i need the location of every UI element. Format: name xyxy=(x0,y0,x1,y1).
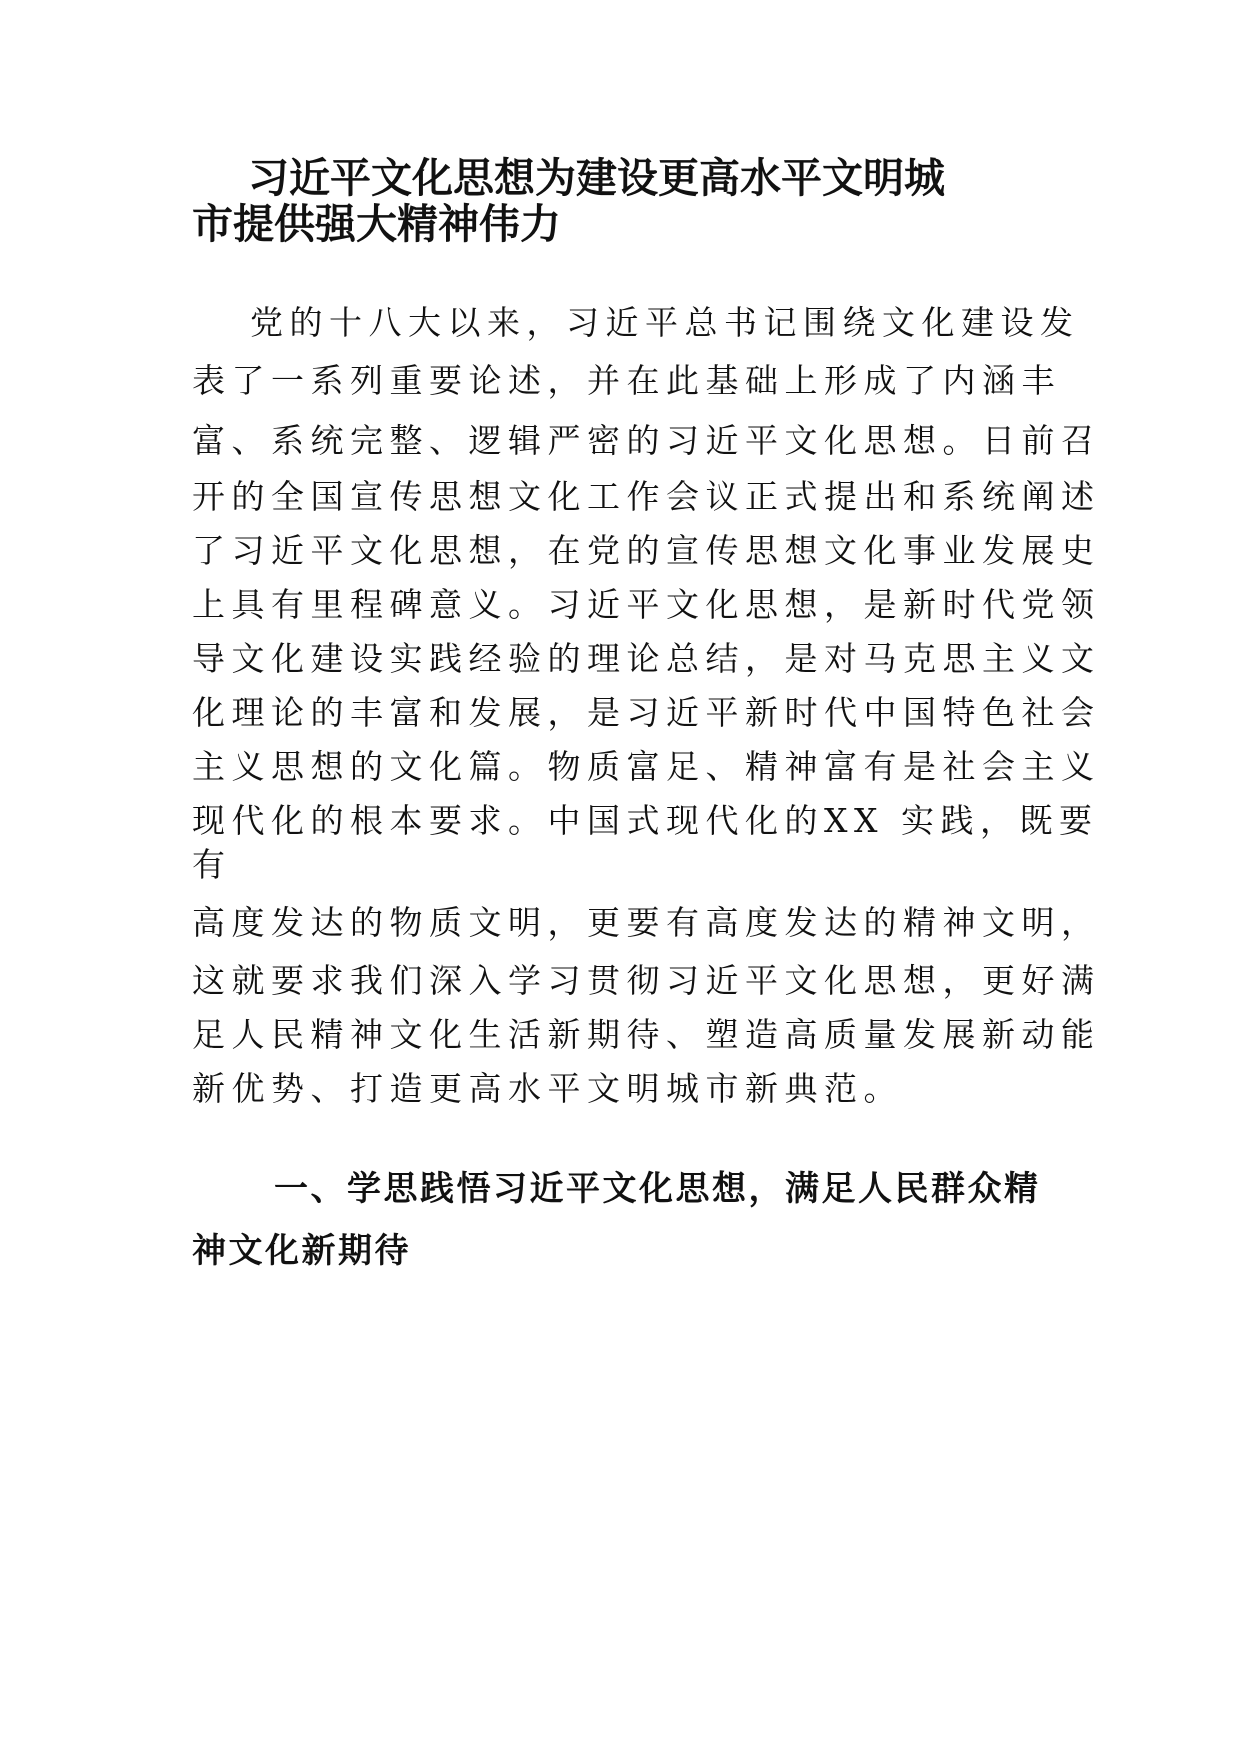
paragraph-line-9: 主义思想的文化篇。物质富足、精神富有是社会主义 xyxy=(192,747,1101,786)
title-line-1: 习近平文化思想为建设更高水平文明城 xyxy=(248,154,945,202)
paragraph-line-11: 有 xyxy=(192,845,232,884)
paragraph-line-13: 这就要求我们深入学习贯彻习近平文化思想，更好满 xyxy=(192,961,1101,1000)
paragraph-line-1: 党的十八大以来，习近平总书记围绕文化建设发 xyxy=(250,303,1080,342)
paragraph-line-5: 了习近平文化思想，在党的宣传思想文化事业发展史 xyxy=(192,531,1101,570)
title-line-2: 市提供强大精神伟力 xyxy=(192,200,561,248)
paragraph-line-6: 上具有里程碑意义。习近平文化思想，是新时代党领 xyxy=(192,585,1101,624)
paragraph-line-4: 开的全国宣传思想文化工作会议正式提出和系统阐述 xyxy=(192,477,1101,516)
paragraph-line-15: 新优势、打造更高水平文明城市新典范。 xyxy=(192,1069,903,1108)
paragraph-line-14: 足人民精神文化生活新期待、塑造高质量发展新动能 xyxy=(192,1015,1101,1054)
heading-line-1: 一、学思践悟习近平文化思想，满足人民群众精 xyxy=(274,1169,1041,1209)
paragraph-line-12: 高度发达的物质文明，更要有高度发达的精神文明， xyxy=(192,903,1101,942)
paragraph-line-10: 现代化的根本要求。中国式现代化的XX 实践，既要 xyxy=(192,801,1099,840)
paragraph-line-7: 导文化建设实践经验的理论总结，是对马克思主义文 xyxy=(192,639,1101,678)
paragraph-line-3: 富、系统完整、逻辑严密的习近平文化思想。日前召 xyxy=(192,421,1101,460)
paragraph-line-2: 表了一系列重要论述，并在此基础上形成了内涵丰 xyxy=(192,361,1061,400)
heading-line-2: 神文化新期待 xyxy=(192,1231,411,1271)
paragraph-line-8: 化理论的丰富和发展，是习近平新时代中国特色社会 xyxy=(192,693,1101,732)
